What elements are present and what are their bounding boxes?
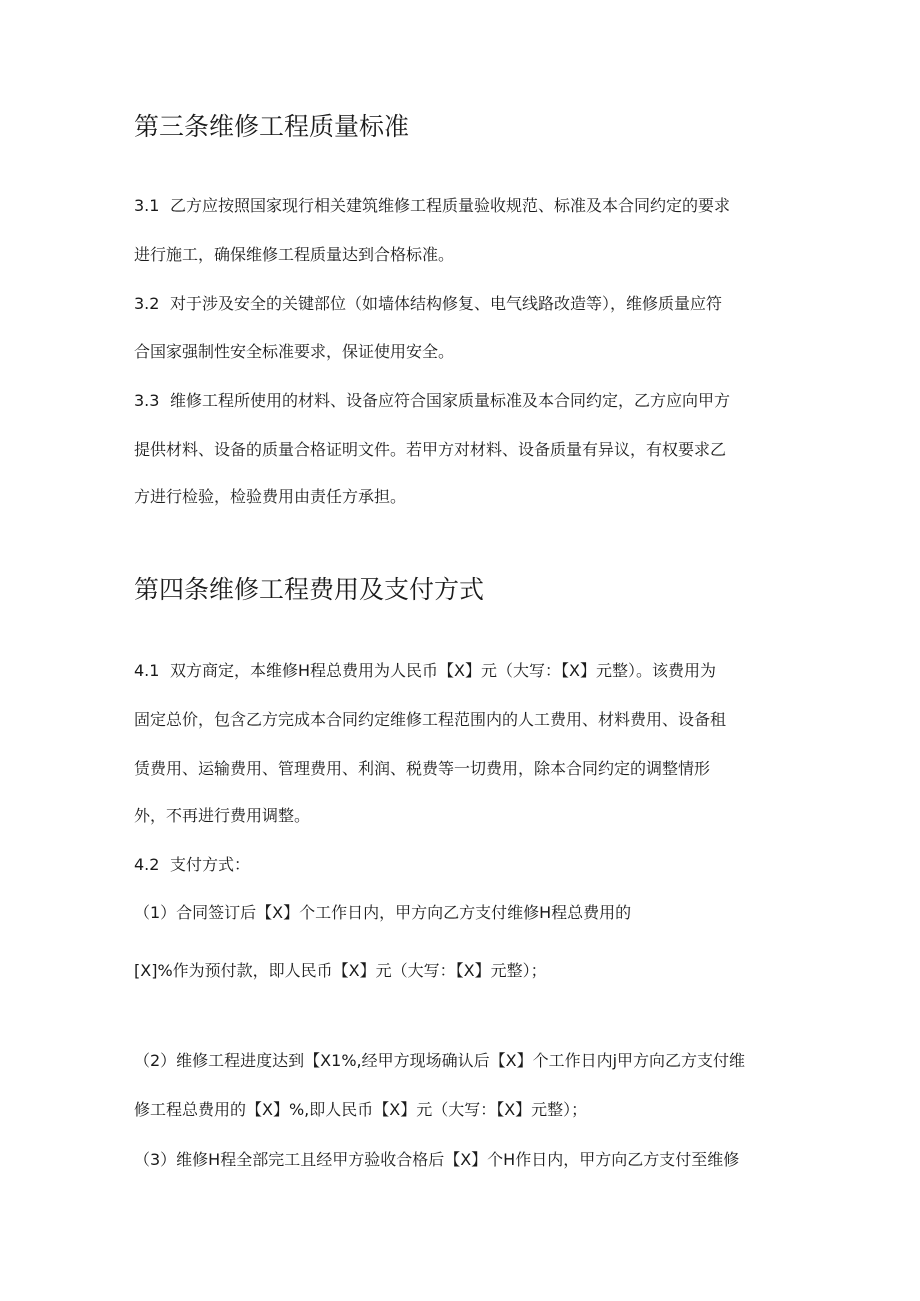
clause-4-2-line-1 xyxy=(134,855,250,875)
clause-text: 对于涉及安全的关键部位（如墙体结构修复、电气线路改造等），维修质量应符 xyxy=(170,294,723,313)
payment-item-2-line-1: （2）维修工程进度达到【X1%,经甲方现场确认后【X】个工作日内j甲方向乙方支付维 xyxy=(134,1051,746,1070)
section-4-heading: 第四条维修工程费用及支付方式 xyxy=(134,575,485,604)
clause-3-1-line-1 xyxy=(134,196,730,216)
clause-3-1-line-2: 进行施工，确保维修工程质量达到合格标准。 xyxy=(134,245,455,264)
clause-4-1-line-3: 赁费用、运输费用、管理费用、利润、税费等一切费用，除本合同约定的调整情形 xyxy=(134,759,711,778)
section-3-heading: 第三条维修工程质量标准 xyxy=(134,112,410,141)
clause-number: 3.1 xyxy=(134,196,160,215)
payment-item-1-line-1: （1）合同签订后【X】个工作日内，甲方向乙方支付维修H程总费用的 xyxy=(134,903,632,922)
clause-number: 4.1 xyxy=(134,661,160,680)
clause-text: 乙方应按照国家现行相关建筑维修工程质量验收规范、标准及本合同约定的要求 xyxy=(170,196,731,215)
clause-4-1-line-4: 外，不再进行费用调整。 xyxy=(134,806,311,825)
clause-3-3-line-2: 提供材料、设备的质量合格证明文件。若甲方对材料、设备质量有异议，有权要求乙 xyxy=(134,440,727,459)
clause-3-3-line-1 xyxy=(134,391,730,411)
clause-3-3-line-3: 方进行检验，检验费用由责任方承担。 xyxy=(134,487,407,506)
payment-item-3-line-1: （3）维修H程全部完工且经甲方验收合格后【X】个H作日内，甲方向乙方支付至维修 xyxy=(134,1150,740,1169)
clause-text: 维修工程所使用的材料、设备应符合国家质量标准及本合同约定，乙方应向甲方 xyxy=(170,391,731,410)
payment-item-1-line-2: [X]%作为预付款，即人民币【X】元（大写：【X】元整）； xyxy=(134,961,547,980)
payment-item-2-line-2: 修工程总费用的【X】%,即人民币【X】元（大写：【X】元整）； xyxy=(134,1100,588,1119)
clause-text: 支付方式： xyxy=(170,855,251,874)
clause-text: 双方商定，本维修H程总费用为人民币【X】元（大写：【X】元整）。该费用为 xyxy=(170,661,716,680)
clause-4-1-line-1 xyxy=(134,661,716,681)
clause-number: 4.2 xyxy=(134,855,160,874)
clause-number: 3.2 xyxy=(134,294,160,313)
clause-number: 3.3 xyxy=(134,391,160,410)
clause-3-2-line-1 xyxy=(134,294,722,314)
clause-4-1-line-2: 固定总价，包含乙方完成本合同约定维修工程范围内的人工费用、材料费用、设备租 xyxy=(134,710,727,729)
clause-3-2-line-2: 合国家强制性安全标准要求，保证使用安全。 xyxy=(134,342,455,361)
